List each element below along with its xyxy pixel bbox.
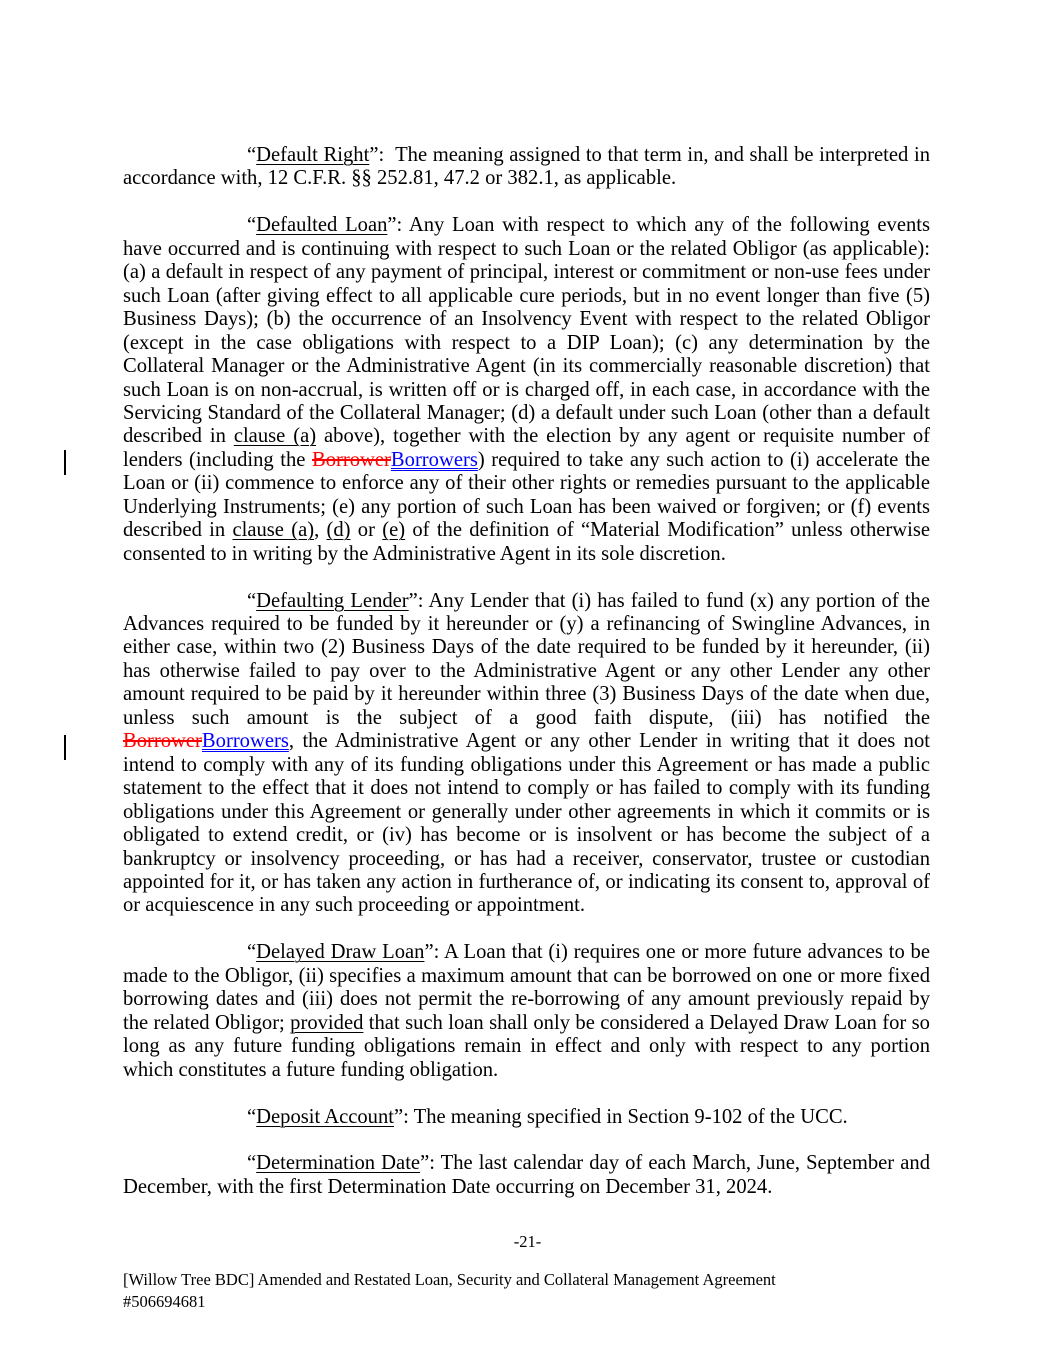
paragraph [123,214,930,566]
body-text: “ [247,589,257,612]
paragraph [123,144,930,191]
body-text: “ [247,1152,257,1175]
body-text: ”: A Loan that (i) requires one or more future advances to be made to the Obligor, (ii) specifies a maximum amount that can be borrowed on one or more fixed borrowing dates and (iii) does not permit the re-borrowing of any amount previously repaid by the related Obligor; [123,941,930,1034]
defined-term: Delayed Draw Loan [256,941,425,964]
deleted-text: Borrower [123,730,202,753]
revision-change-bar [64,735,66,760]
paragraph [123,1152,930,1199]
body-text: ”: Any Loan with respect to which any of the following events have occurred and is continuing with respect to such Loan or the related Obligor (as applicable): (a) a default in respect of any payment of principal, interest or commitment or non-use fees under such Loan (after giving effect to all applicable cure periods, but in no event longer than five (5) Business Days); (b) the occurrence of an Insolvency Event with respect to the related Obligor (except in the case obligations with respect to a DIP Loan); (c) any determination by the Collateral Manager or the Administrative Agent (in its commercially reasonable discretion) that such Loan is on non-accrual, is written off or is charged off, in each case, in accordance with the Servicing Standard of the Collateral Manager; (d) a default under such Loan (other than a default described in [123,214,930,448]
defined-term: Defaulted Loan [256,214,388,237]
body-text: of the definition of “Material Modification” unless otherwise consented to in writing by the Administrative Agent in its sole discretion. [123,519,930,565]
body-text: “ [247,144,257,166]
defined-term: clause (a) [232,519,315,542]
footer-document-number: #506694681 [123,1291,206,1311]
paragraph [123,1106,930,1129]
defined-term: Determination Date [256,1152,421,1175]
body-text: ”: The meaning assigned to that term in, and shall be interpreted in accordance with, 12 C.F.R. §§ 252.81, 47.2 or 382.1, as applicable. [123,144,930,190]
document-footer [123,1269,930,1312]
body-text: that such loan shall only be considered a Delayed Draw Loan for so long as any future funding obligations remain in effect and only with respect to any portion which constitutes a future funding obligation. [123,1011,930,1081]
body-text: , [314,519,327,542]
defined-term: provided [290,1011,364,1034]
document-body [123,144,930,1199]
paragraph [123,941,930,1082]
body-text: “ [247,941,257,964]
defined-term: clause (a) [233,425,317,448]
defined-term: (e) [382,519,406,542]
defined-term: Default Right [256,144,370,166]
body-text: ) required to take any such action to (i) accelerate the Loan or (ii) commence to enforce any of their other rights or remedies pursuant to the applicable Underlying Instruments; (e) any portion of such Loan has been waived or forgiven; or (f) events described in [123,448,930,542]
body-text: “ [247,214,257,237]
footer-agreement-title: [Willow Tree BDC] Amended and Restated Loan, Security and Collateral Management Agreement [123,1270,776,1289]
body-text: above), together with the election by any agent or requisite number of lenders (including the [123,425,930,471]
body-text: , the Administrative Agent or any other Lender in writing that it does not intend to comply with any of its funding obligations under this Agreement or has made a public statement to the effect that it does not intend to comply or has failed to comply with its funding obligations under this Agreement or generally under other agreements in which it commits or is obligated to extend credit, or (iv) has become or is insolvent or has become the subject of a bankruptcy or insolvency proceeding, or has had a receiver, conservator, trustee or custodian appointed for it, or has taken any action in furtherance of, or indicating its consent to, approval of or acquiescence in any such proceeding or appointment. [123,730,930,917]
inserted-text: Borrowers [390,448,478,471]
paragraph [123,590,930,918]
body-text: ”: The meaning specified in Section 9-102 of the UCC. [393,1105,848,1128]
page-number: -21- [513,1232,542,1251]
revision-change-bar [64,450,66,475]
inserted-text: Borrowers [201,730,289,753]
body-text: ”: The last calendar day of each March, June, September and December, with the first Determination Date occurring on December 31, 2024. [123,1152,930,1198]
deleted-text: Borrower [311,448,391,471]
body-text: ”: Any Lender that (i) has failed to fund (x) any portion of the Advances required to be funded by it hereunder or (y) a refinancing of Swingline Advances, in either case, within two (2) Business Days of the date required to be funded by it hereunder, (ii) has otherwise failed to pay over to the Administrative Agent or any other Lender any other amount required to be paid by it hereunder within three (3) Business Days of the date when due, unless such amount is the subject of a good faith dispute, (iii) has notified the [123,589,930,729]
body-text: “ [247,1105,257,1128]
body-text: or [350,519,383,542]
defined-term: Deposit Account [256,1105,394,1128]
defined-term: (d) [326,519,351,542]
defined-term: Defaulting Lender [256,589,409,612]
